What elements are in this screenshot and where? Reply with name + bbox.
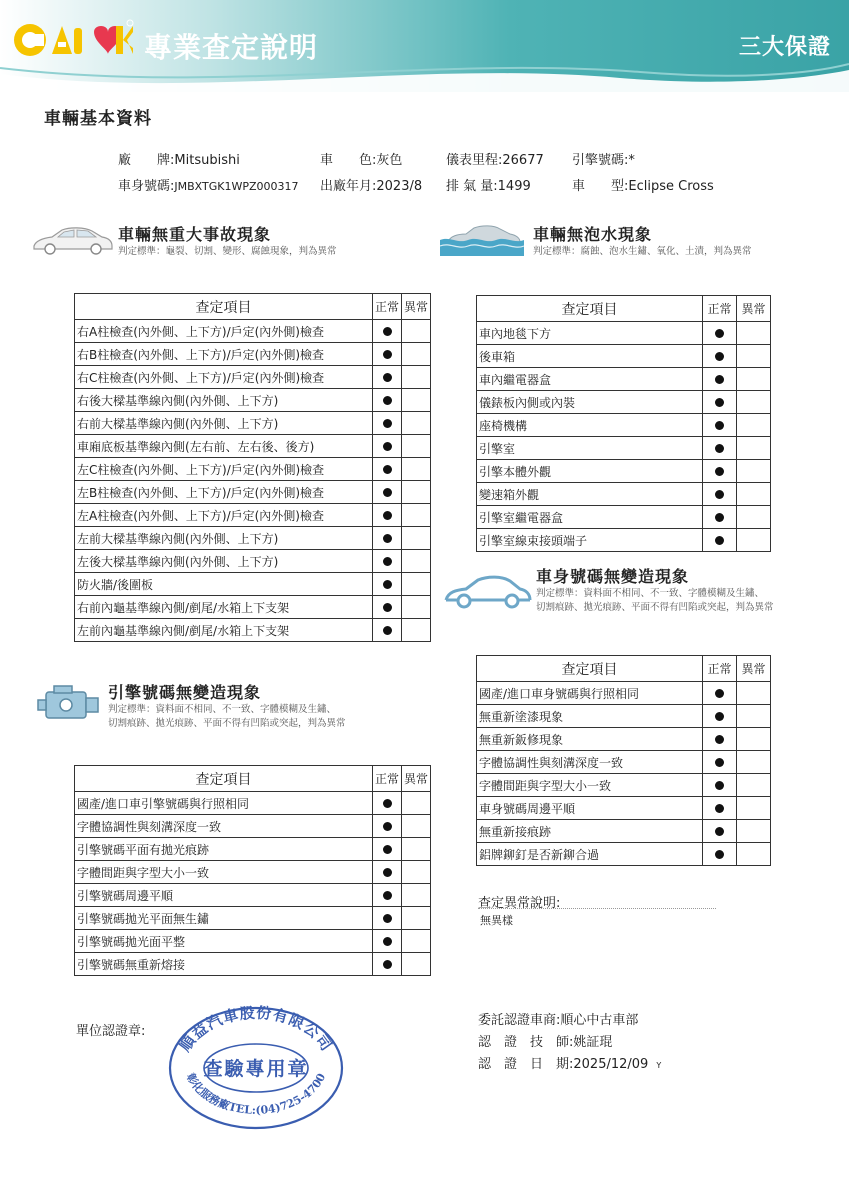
check-item: 座椅機構 bbox=[477, 414, 703, 437]
brand-label: 廠 牌: bbox=[118, 153, 175, 168]
normal-cell bbox=[703, 322, 737, 345]
normal-cell bbox=[373, 953, 402, 976]
unit-certification-label: 單位認證章: bbox=[76, 1024, 146, 1039]
vin-check-table bbox=[476, 655, 771, 866]
check-item: 引擎號碼拋光面平整 bbox=[75, 930, 373, 953]
normal-check-mark bbox=[383, 868, 392, 877]
abnormal-cell bbox=[402, 838, 431, 861]
check-item: 左B柱檢查(內外側、上下方)/戶定(內外側)檢查 bbox=[75, 481, 373, 504]
car-frame-icon bbox=[440, 570, 532, 610]
table-row bbox=[477, 705, 771, 728]
table-row bbox=[477, 391, 771, 414]
abnormal-cell bbox=[737, 820, 771, 843]
page-header bbox=[0, 0, 849, 92]
table-header-row bbox=[75, 294, 431, 320]
flood-standard: 判定標準：腐蝕、泡水生鏽、氧化、土漬，判為異常 bbox=[533, 246, 752, 257]
vin-check-title: 車身號碼無變造現象 bbox=[536, 567, 690, 586]
normal-cell bbox=[373, 573, 402, 596]
normal-cell bbox=[373, 930, 402, 953]
normal-check-mark bbox=[715, 444, 724, 453]
table-row bbox=[477, 506, 771, 529]
abnormal-cell bbox=[402, 861, 431, 884]
normal-check-mark bbox=[715, 712, 724, 721]
normal-cell bbox=[373, 792, 402, 815]
check-item: 變速箱外觀 bbox=[477, 483, 703, 506]
check-item: 左後大樑基準線內側(內外側、上下方) bbox=[75, 550, 373, 573]
normal-cell bbox=[703, 529, 737, 552]
flooded-car-icon bbox=[440, 222, 524, 256]
check-item: 字體協調性與刻溝深度一致 bbox=[477, 751, 703, 774]
normal-cell bbox=[703, 345, 737, 368]
table-row bbox=[477, 728, 771, 751]
check-item: 右C柱檢查(內外側、上下方)/戶定(內外側)檢查 bbox=[75, 366, 373, 389]
abnormal-cell bbox=[737, 797, 771, 820]
table-row bbox=[477, 414, 771, 437]
engine-check-standard-2: 切割痕跡、拋光痕跡、平面不得有凹陷或突起，判為異常 bbox=[108, 718, 346, 729]
normal-cell bbox=[373, 815, 402, 838]
abnormal-cell bbox=[737, 751, 771, 774]
dealer-label: 委託認證車商: bbox=[478, 1013, 561, 1028]
normal-check-mark bbox=[715, 758, 724, 767]
flood-table bbox=[476, 295, 771, 552]
check-item: 無重新鈑修現象 bbox=[477, 728, 703, 751]
table-row bbox=[75, 389, 431, 412]
abnormal-cell bbox=[402, 953, 431, 976]
normal-cell bbox=[373, 435, 402, 458]
abnormal-cell bbox=[737, 322, 771, 345]
check-item: 左前內龜基準線內側/剷尾/水箱上下支架 bbox=[75, 619, 373, 642]
normal-cell bbox=[373, 504, 402, 527]
normal-check-mark bbox=[383, 580, 392, 589]
abnormal-cell bbox=[402, 573, 431, 596]
table-row bbox=[477, 322, 771, 345]
normal-check-mark bbox=[715, 850, 724, 859]
check-item: 儀錶板內側或內裝 bbox=[477, 391, 703, 414]
check-item: 引擎號碼拋光平面無生鏽 bbox=[75, 907, 373, 930]
header-title: 專業查定說明 bbox=[144, 31, 319, 64]
check-item: 引擎號碼無重新熔接 bbox=[75, 953, 373, 976]
table-row bbox=[75, 907, 431, 930]
mileage-value: 26677 bbox=[502, 153, 544, 168]
check-item: 右前內龜基準線內側/剷尾/水箱上下支架 bbox=[75, 596, 373, 619]
table-row bbox=[477, 820, 771, 843]
table-header-row bbox=[75, 766, 431, 792]
normal-check-mark bbox=[383, 914, 392, 923]
normal-cell bbox=[703, 705, 737, 728]
normal-check-mark bbox=[383, 891, 392, 900]
table-row bbox=[75, 435, 431, 458]
table-row bbox=[75, 838, 431, 861]
normal-cell bbox=[703, 437, 737, 460]
abnormal-cell bbox=[402, 435, 431, 458]
normal-check-mark bbox=[383, 557, 392, 566]
table-row bbox=[75, 815, 431, 838]
normal-check-mark bbox=[715, 735, 724, 744]
col-normal-header: 正常 bbox=[373, 766, 402, 792]
abnormal-cell bbox=[737, 368, 771, 391]
normal-cell bbox=[703, 797, 737, 820]
displacement-field bbox=[446, 175, 531, 194]
check-item: 引擎室線束接頭端子 bbox=[477, 529, 703, 552]
col-normal-header: 正常 bbox=[373, 294, 402, 320]
normal-cell bbox=[373, 861, 402, 884]
check-item: 右A柱檢查(內外側、上下方)/戶定(內外側)檢查 bbox=[75, 320, 373, 343]
normal-cell bbox=[703, 728, 737, 751]
normal-check-mark bbox=[715, 781, 724, 790]
normal-cell bbox=[703, 843, 737, 866]
check-item: 右前大樑基準線內側(內外側、上下方) bbox=[75, 412, 373, 435]
check-item: 左C柱檢查(內外側、上下方)/戶定(內外側)檢查 bbox=[75, 458, 373, 481]
technician-field bbox=[478, 1031, 612, 1050]
normal-check-mark bbox=[715, 398, 724, 407]
engine-no-value: * bbox=[628, 153, 635, 168]
normal-check-mark bbox=[715, 329, 724, 338]
basic-info-title: 車輛基本資料 bbox=[44, 109, 152, 129]
check-item: 字體協調性與刻溝深度一致 bbox=[75, 815, 373, 838]
check-item: 字體間距與字型大小一致 bbox=[477, 774, 703, 797]
normal-check-mark bbox=[715, 490, 724, 499]
normal-cell bbox=[703, 368, 737, 391]
displacement-label: 排 氣 量: bbox=[446, 179, 498, 194]
check-item: 引擎號碼平面有拋光痕跡 bbox=[75, 838, 373, 861]
normal-cell bbox=[373, 550, 402, 573]
check-item: 後車箱 bbox=[477, 345, 703, 368]
table-row bbox=[477, 483, 771, 506]
abnormal-cell bbox=[737, 843, 771, 866]
normal-check-mark bbox=[383, 799, 392, 808]
check-item: 國產/進口車身號碼與行照相同 bbox=[477, 682, 703, 705]
table-row bbox=[477, 460, 771, 483]
normal-cell bbox=[703, 774, 737, 797]
table-row bbox=[75, 343, 431, 366]
abnormal-cell bbox=[402, 907, 431, 930]
table-row bbox=[75, 366, 431, 389]
check-item: 引擎號碼周邊平順 bbox=[75, 884, 373, 907]
table-row bbox=[477, 345, 771, 368]
header-wave-decoration bbox=[0, 60, 849, 92]
vin-check-standard-1: 判定標準：資料面不相同、不一致、字體模糊及生鏽、 bbox=[536, 588, 765, 599]
cert-date-mark: Y bbox=[656, 1061, 662, 1070]
normal-check-mark bbox=[715, 827, 724, 836]
abnormal-notes-title: 查定異常說明: bbox=[478, 896, 561, 911]
check-item: 無重新塗漆現象 bbox=[477, 705, 703, 728]
check-item: 車內繼電器盒 bbox=[477, 368, 703, 391]
check-item: 引擎室繼電器盒 bbox=[477, 506, 703, 529]
table-row bbox=[75, 550, 431, 573]
abnormal-cell bbox=[737, 345, 771, 368]
table-row bbox=[477, 368, 771, 391]
normal-cell bbox=[373, 884, 402, 907]
normal-check-mark bbox=[715, 352, 724, 361]
normal-check-mark bbox=[715, 689, 724, 698]
check-item: 左前大樑基準線內側(內外側、上下方) bbox=[75, 527, 373, 550]
normal-cell bbox=[373, 481, 402, 504]
abnormal-cell bbox=[737, 414, 771, 437]
check-item: 鋁牌鉚釘是否新鉚合過 bbox=[477, 843, 703, 866]
table-row bbox=[75, 861, 431, 884]
abnormal-cell bbox=[737, 437, 771, 460]
normal-check-mark bbox=[715, 467, 724, 476]
check-item: 車身號碼周邊平順 bbox=[477, 797, 703, 820]
stamp-bottom-text: 彰化服務廠TEL:(04)725-4700 bbox=[183, 1071, 329, 1117]
abnormal-cell bbox=[402, 343, 431, 366]
engine-no-field bbox=[572, 149, 635, 168]
abnormal-cell bbox=[402, 320, 431, 343]
normal-check-mark bbox=[715, 421, 724, 430]
check-item: 字體間距與字型大小一致 bbox=[75, 861, 373, 884]
col-normal-header: 正常 bbox=[703, 296, 737, 322]
normal-cell bbox=[373, 366, 402, 389]
abnormal-cell bbox=[402, 596, 431, 619]
normal-check-mark bbox=[383, 327, 392, 336]
normal-check-mark bbox=[383, 534, 392, 543]
mfg-label: 出廠年月: bbox=[320, 179, 377, 194]
engine-check-title: 引擎號碼無變造現象 bbox=[108, 683, 262, 702]
normal-check-mark bbox=[383, 511, 392, 520]
displacement-value: 1499 bbox=[497, 179, 531, 194]
normal-check-mark bbox=[715, 804, 724, 813]
normal-cell bbox=[703, 751, 737, 774]
abnormal-cell bbox=[737, 682, 771, 705]
normal-cell bbox=[373, 527, 402, 550]
abnormal-cell bbox=[402, 527, 431, 550]
dealer-value: 順心中古車部 bbox=[560, 1013, 639, 1028]
normal-check-mark bbox=[383, 937, 392, 946]
mfg-field bbox=[320, 175, 422, 194]
accident-standard: 判定標準：龜裂、切割、變形、腐蝕現象，判為異常 bbox=[118, 246, 337, 257]
abnormal-cell bbox=[402, 389, 431, 412]
normal-check-mark bbox=[383, 822, 392, 831]
check-item: 國產/進口車引擎號碼與行照相同 bbox=[75, 792, 373, 815]
normal-check-mark bbox=[383, 350, 392, 359]
cert-date-label: 認 證 日 期: bbox=[478, 1057, 574, 1072]
check-item: 右後大樑基準線內側(內外側、上下方) bbox=[75, 389, 373, 412]
table-row bbox=[75, 953, 431, 976]
svg-text:順益汽車股份有限公司 bbox=[176, 1004, 336, 1055]
vin-check-standard-2: 切割痕跡、拋光痕跡、平面不得有凹陷或突起，判為異常 bbox=[536, 602, 774, 613]
table-row bbox=[477, 682, 771, 705]
normal-cell bbox=[703, 682, 737, 705]
normal-check-mark bbox=[383, 465, 392, 474]
normal-cell bbox=[373, 619, 402, 642]
normal-cell bbox=[373, 596, 402, 619]
table-row bbox=[477, 751, 771, 774]
normal-cell bbox=[703, 391, 737, 414]
normal-check-mark bbox=[383, 419, 392, 428]
abnormal-cell bbox=[402, 458, 431, 481]
vin-field bbox=[118, 175, 299, 194]
engine-check-standard-1: 判定標準：資料面不相同、不一致、字體模糊及生鏽、 bbox=[108, 704, 337, 715]
normal-check-mark bbox=[715, 536, 724, 545]
color-field bbox=[320, 149, 402, 168]
abnormal-cell bbox=[402, 366, 431, 389]
normal-cell bbox=[703, 414, 737, 437]
table-row bbox=[75, 412, 431, 435]
accident-title: 車輛無重大事故現象 bbox=[118, 225, 272, 244]
check-item: 車內地毯下方 bbox=[477, 322, 703, 345]
abnormal-cell bbox=[737, 483, 771, 506]
abnormal-cell bbox=[402, 481, 431, 504]
certification-stamp bbox=[166, 1000, 346, 1130]
table-row bbox=[75, 320, 431, 343]
normal-cell bbox=[373, 320, 402, 343]
table-row bbox=[477, 797, 771, 820]
engine-icon bbox=[36, 680, 102, 728]
check-item: 右B柱檢查(內外側、上下方)/戶定(內外側)檢查 bbox=[75, 343, 373, 366]
normal-cell bbox=[373, 458, 402, 481]
abnormal-cell bbox=[402, 930, 431, 953]
table-row bbox=[75, 504, 431, 527]
abnormal-cell bbox=[402, 884, 431, 907]
table-row bbox=[75, 596, 431, 619]
normal-cell bbox=[373, 412, 402, 435]
normal-check-mark bbox=[383, 488, 392, 497]
notes-divider bbox=[478, 908, 716, 909]
normal-cell bbox=[373, 389, 402, 412]
stamp-top-text: 順益汽車股份有限公司 bbox=[176, 1003, 336, 1055]
abnormal-cell bbox=[737, 728, 771, 751]
normal-cell bbox=[373, 907, 402, 930]
col-abnormal-header: 異常 bbox=[402, 766, 431, 792]
technician-label: 認 證 技 師: bbox=[478, 1035, 574, 1050]
normal-cell bbox=[703, 506, 737, 529]
abnormal-notes-body: 無異樣 bbox=[480, 914, 513, 927]
color-label: 車 色: bbox=[320, 153, 377, 168]
table-row bbox=[75, 527, 431, 550]
table-row bbox=[75, 792, 431, 815]
col-item-header: 查定項目 bbox=[75, 766, 373, 792]
table-row bbox=[75, 619, 431, 642]
abnormal-cell bbox=[402, 792, 431, 815]
col-normal-header: 正常 bbox=[703, 656, 737, 682]
table-header-row bbox=[477, 656, 771, 682]
check-item: 引擎室 bbox=[477, 437, 703, 460]
brand-value: Mitsubishi bbox=[174, 153, 240, 168]
normal-check-mark bbox=[383, 960, 392, 969]
abnormal-cell bbox=[737, 774, 771, 797]
table-row bbox=[75, 481, 431, 504]
normal-check-mark bbox=[383, 442, 392, 451]
cert-date-field bbox=[478, 1053, 661, 1072]
vin-value: JMBXTGK1WPZ000317 bbox=[174, 180, 299, 193]
check-item: 左A柱檢查(內外側、上下方)/戶定(內外側)檢查 bbox=[75, 504, 373, 527]
flood-title: 車輛無泡水現象 bbox=[533, 225, 653, 244]
normal-check-mark bbox=[715, 375, 724, 384]
normal-cell bbox=[703, 820, 737, 843]
model-value: Eclipse Cross bbox=[628, 179, 714, 194]
mileage-label: 儀表里程: bbox=[446, 153, 503, 168]
col-abnormal-header: 異常 bbox=[737, 296, 771, 322]
abnormal-cell bbox=[402, 412, 431, 435]
abnormal-cell bbox=[402, 550, 431, 573]
color-value: 灰色 bbox=[376, 153, 403, 168]
table-header-row bbox=[477, 296, 771, 322]
check-item: 引擎本體外觀 bbox=[477, 460, 703, 483]
table-row bbox=[75, 573, 431, 596]
abnormal-cell bbox=[402, 504, 431, 527]
normal-cell bbox=[703, 483, 737, 506]
check-item: 無重新接痕跡 bbox=[477, 820, 703, 843]
accident-table bbox=[74, 293, 431, 642]
normal-check-mark bbox=[383, 373, 392, 382]
table-row bbox=[477, 843, 771, 866]
table-row bbox=[477, 774, 771, 797]
check-item: 車廂底板基準線內側(左右前、左右後、後方) bbox=[75, 435, 373, 458]
brand-field bbox=[118, 149, 240, 168]
abnormal-cell bbox=[737, 460, 771, 483]
normal-cell bbox=[373, 838, 402, 861]
table-row bbox=[75, 930, 431, 953]
col-item-header: 查定項目 bbox=[477, 296, 703, 322]
header-guarantee-badge: 三大保證 bbox=[738, 35, 831, 60]
table-row bbox=[75, 884, 431, 907]
normal-check-mark bbox=[383, 603, 392, 612]
mileage-field bbox=[446, 149, 544, 168]
normal-check-mark bbox=[715, 513, 724, 522]
normal-cell bbox=[703, 460, 737, 483]
normal-check-mark bbox=[383, 845, 392, 854]
col-item-header: 查定項目 bbox=[75, 294, 373, 320]
normal-check-mark bbox=[383, 396, 392, 405]
table-row bbox=[477, 437, 771, 460]
table-row bbox=[477, 529, 771, 552]
stamp-center-text: 查驗專用章 bbox=[203, 1058, 309, 1080]
abnormal-cell bbox=[402, 619, 431, 642]
dealer-field bbox=[478, 1009, 638, 1028]
model-field bbox=[572, 175, 714, 194]
mfg-value: 2023/8 bbox=[376, 179, 423, 194]
model-label: 車 型: bbox=[572, 179, 629, 194]
col-abnormal-header: 異常 bbox=[402, 294, 431, 320]
technician-value: 姚証琨 bbox=[573, 1035, 613, 1050]
car-icon bbox=[30, 222, 114, 256]
abnormal-cell bbox=[737, 506, 771, 529]
abnormal-cell bbox=[402, 815, 431, 838]
engine-no-label: 引擎號碼: bbox=[572, 153, 629, 168]
abnormal-cell bbox=[737, 391, 771, 414]
abnormal-cell bbox=[737, 529, 771, 552]
abnormal-cell bbox=[737, 705, 771, 728]
table-row bbox=[75, 458, 431, 481]
normal-cell bbox=[373, 343, 402, 366]
check-item: 防火牆/後圍板 bbox=[75, 573, 373, 596]
engine-check-table bbox=[74, 765, 431, 976]
vin-label: 車身號碼: bbox=[118, 179, 175, 194]
carok-logo-icon bbox=[12, 18, 134, 62]
col-abnormal-header: 異常 bbox=[737, 656, 771, 682]
normal-check-mark bbox=[383, 626, 392, 635]
col-item-header: 查定項目 bbox=[477, 656, 703, 682]
cert-date-value: 2025/12/09 bbox=[573, 1057, 649, 1072]
